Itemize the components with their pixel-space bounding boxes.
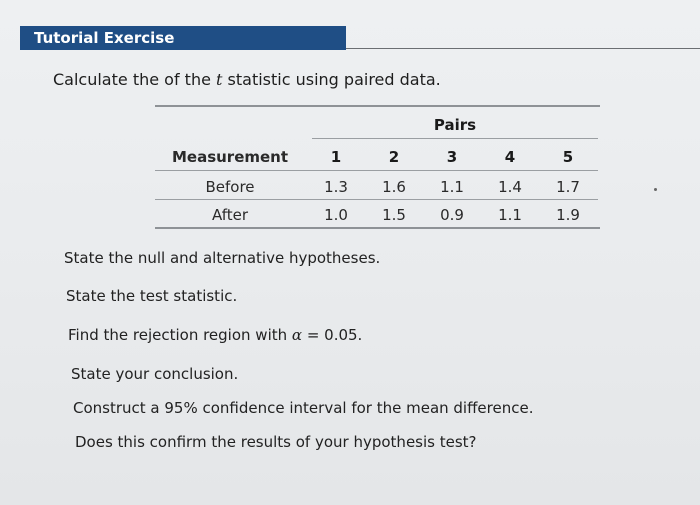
after-value-5: 1.9 bbox=[556, 206, 580, 224]
row-divider-rule bbox=[155, 199, 598, 200]
row-after-label: After bbox=[211, 206, 249, 224]
measurement-header: Measurement bbox=[171, 148, 289, 166]
rejection-text-start: Find the rejection region with bbox=[68, 326, 292, 344]
column-header-rule bbox=[155, 170, 598, 171]
before-value-2: 1.6 bbox=[382, 178, 406, 196]
pair-col-1: 1 bbox=[330, 148, 342, 166]
header-divider bbox=[346, 48, 700, 49]
after-value-2: 1.5 bbox=[382, 206, 406, 224]
question-test-statistic: State the test statistic. bbox=[66, 287, 238, 305]
instruction-text-end: statistic using paired data. bbox=[222, 70, 441, 89]
row-before-label: Before bbox=[205, 178, 255, 196]
after-value-3: 0.9 bbox=[440, 206, 464, 224]
section-title-bar bbox=[20, 26, 346, 50]
t-variable: t bbox=[216, 70, 223, 89]
question-rejection-region bbox=[68, 326, 362, 344]
section-title: Tutorial Exercise bbox=[34, 29, 175, 47]
before-value-4: 1.4 bbox=[498, 178, 522, 196]
table-top-rule bbox=[155, 105, 600, 107]
pair-col-5: 5 bbox=[562, 148, 574, 166]
pair-col-4: 4 bbox=[504, 148, 516, 166]
before-value-1: 1.3 bbox=[324, 178, 348, 196]
before-value-5: 1.7 bbox=[556, 178, 580, 196]
table-bottom-rule bbox=[155, 227, 600, 229]
before-value-3: 1.1 bbox=[440, 178, 464, 196]
pair-col-2: 2 bbox=[388, 148, 400, 166]
after-value-1: 1.0 bbox=[324, 206, 348, 224]
after-value-4: 1.1 bbox=[498, 206, 522, 224]
rejection-text-end: = 0.05. bbox=[302, 326, 363, 344]
instruction-text-start: Calculate the of the bbox=[53, 70, 217, 89]
pairs-header-rule bbox=[312, 138, 598, 139]
stray-dot bbox=[654, 188, 657, 191]
question-confidence-interval: Construct a 95% confidence interval for the mean difference. bbox=[73, 399, 534, 417]
question-confirm-results: Does this confirm the results of your hypothesis test? bbox=[75, 433, 477, 451]
question-hypotheses: State the null and alternative hypotheses. bbox=[64, 249, 381, 267]
question-conclusion: State your conclusion. bbox=[71, 365, 239, 383]
alpha-symbol: α bbox=[291, 326, 303, 344]
pair-col-3: 3 bbox=[446, 148, 458, 166]
exercise-instruction bbox=[53, 70, 441, 89]
pairs-group-header: Pairs bbox=[433, 116, 477, 134]
